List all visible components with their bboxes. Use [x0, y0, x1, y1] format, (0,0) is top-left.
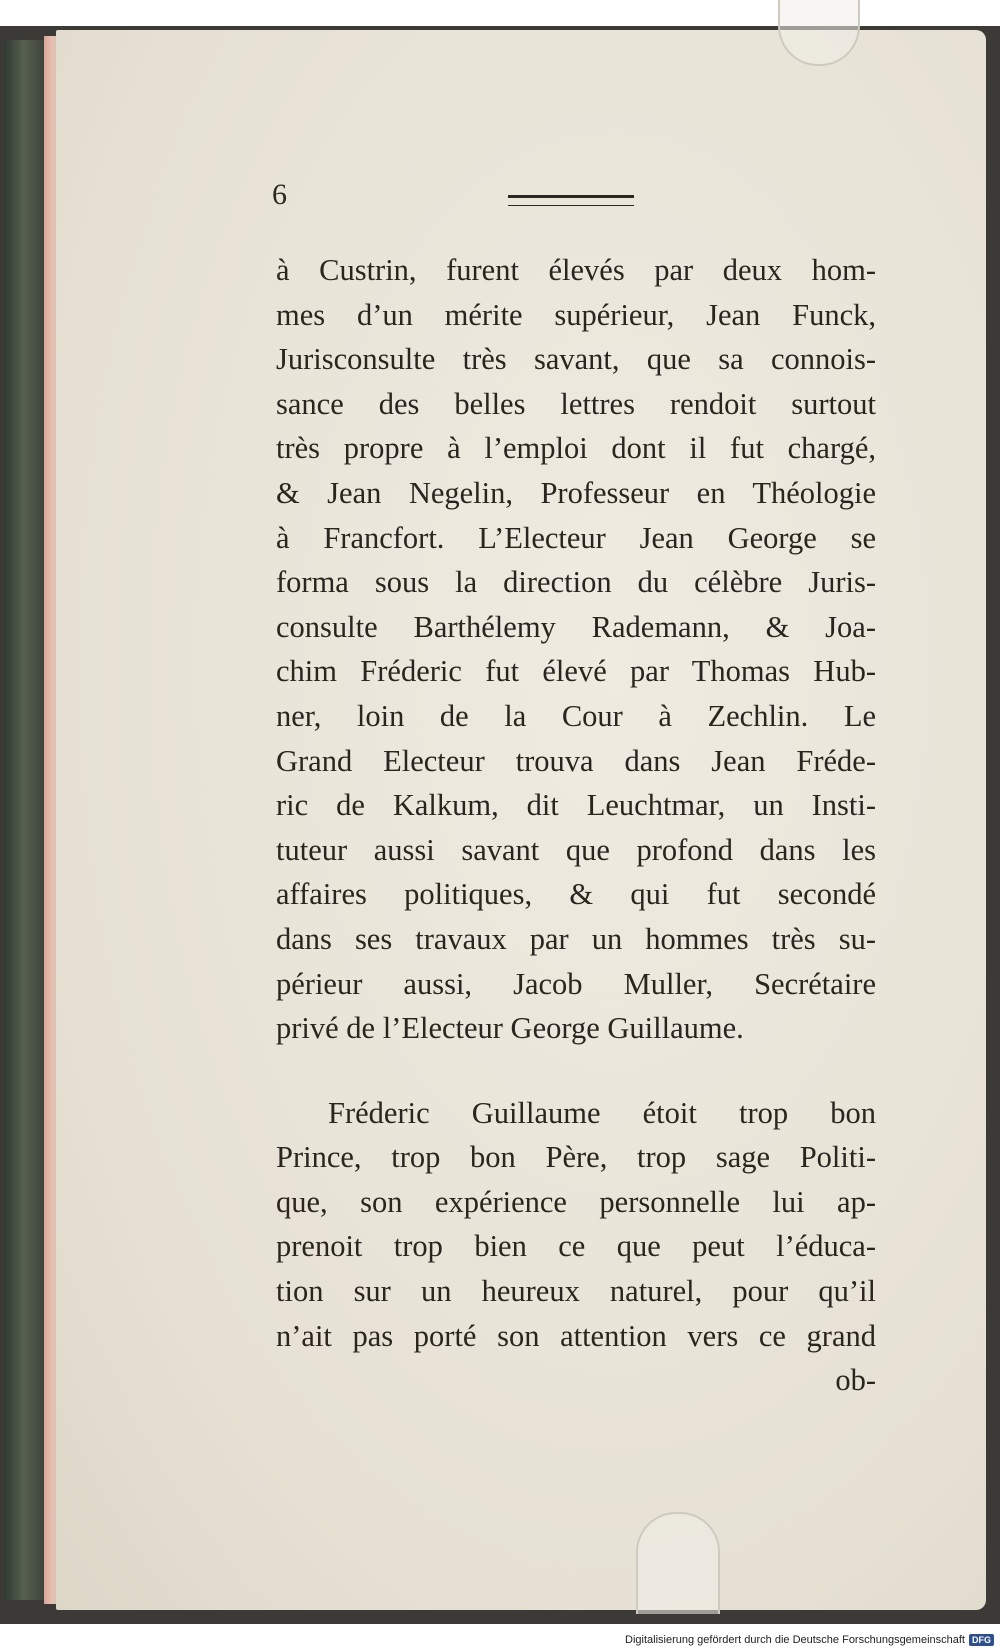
paragraph-gap — [276, 1051, 876, 1091]
text-line: privé de l’Electeur George Guillaume. — [276, 1011, 744, 1046]
text-line: sance des belles lettres rendoit surtout — [276, 386, 876, 421]
text-line: Grand Electeur trouva dans Jean Fréde- — [276, 743, 876, 778]
text-line: périeur aussi, Jacob Muller, Secrétaire — [276, 966, 876, 1001]
text-line: très propre à l’emploi dont il fut chargé, — [276, 431, 876, 466]
text-line: Jurisconsulte très savant, que sa connois- — [276, 342, 876, 377]
page-number: 6 — [272, 178, 287, 211]
text-line: Prince, trop bon Père, trop sage Politi- — [276, 1140, 876, 1175]
text-line: à Custrin, furent élevés par deux hom- — [276, 253, 876, 287]
text-line: Fréderic Guillaume étoit trop bon — [328, 1095, 876, 1130]
text-line: mes d’un mérite supérieur, Jean Funck, — [276, 297, 876, 332]
text-line: tuteur aussi savant que profond dans les — [276, 832, 876, 867]
credit-text: Digitalisierung gefördert durch die Deutsche Forschungsgemeinschaft — [625, 1634, 965, 1646]
marbled-cover — [4, 40, 48, 1600]
dfg-logo: DFG — [969, 1634, 994, 1646]
header-rule — [508, 195, 634, 206]
text-line: affaires politiques, & qui fut secondé — [276, 877, 876, 912]
text-line: tion sur un heureux naturel, pour qu’il — [276, 1274, 876, 1309]
text-line: à Francfort. L’Electeur Jean George se — [276, 520, 876, 555]
text-line: & Jean Negelin, Professeur en Théologie — [276, 475, 876, 510]
text-line: n’ait pas porté son attention vers ce grand — [276, 1318, 876, 1353]
bottom-clip — [636, 1512, 720, 1614]
text-line: ric de Kalkum, dit Leuchtmar, un Insti- — [276, 788, 876, 823]
text-line: consulte Barthélemy Rademann, & Joa- — [276, 609, 876, 644]
digitization-credit — [625, 1634, 994, 1646]
text-line: ner, loin de la Cour à Zechlin. Le — [276, 698, 876, 733]
text-line: que, son expérience personnelle lui ap- — [276, 1184, 876, 1219]
text-line: chim Fréderic fut élevé par Thomas Hub- — [276, 654, 876, 689]
body-text — [276, 248, 876, 1403]
catchword: ob- — [835, 1363, 876, 1398]
text-line: prenoit trop bien ce que peut l’éduca- — [276, 1229, 876, 1264]
text-line: forma sous la direction du célèbre Juris- — [276, 565, 876, 600]
text-line: dans ses travaux par un hommes très su- — [276, 921, 876, 956]
